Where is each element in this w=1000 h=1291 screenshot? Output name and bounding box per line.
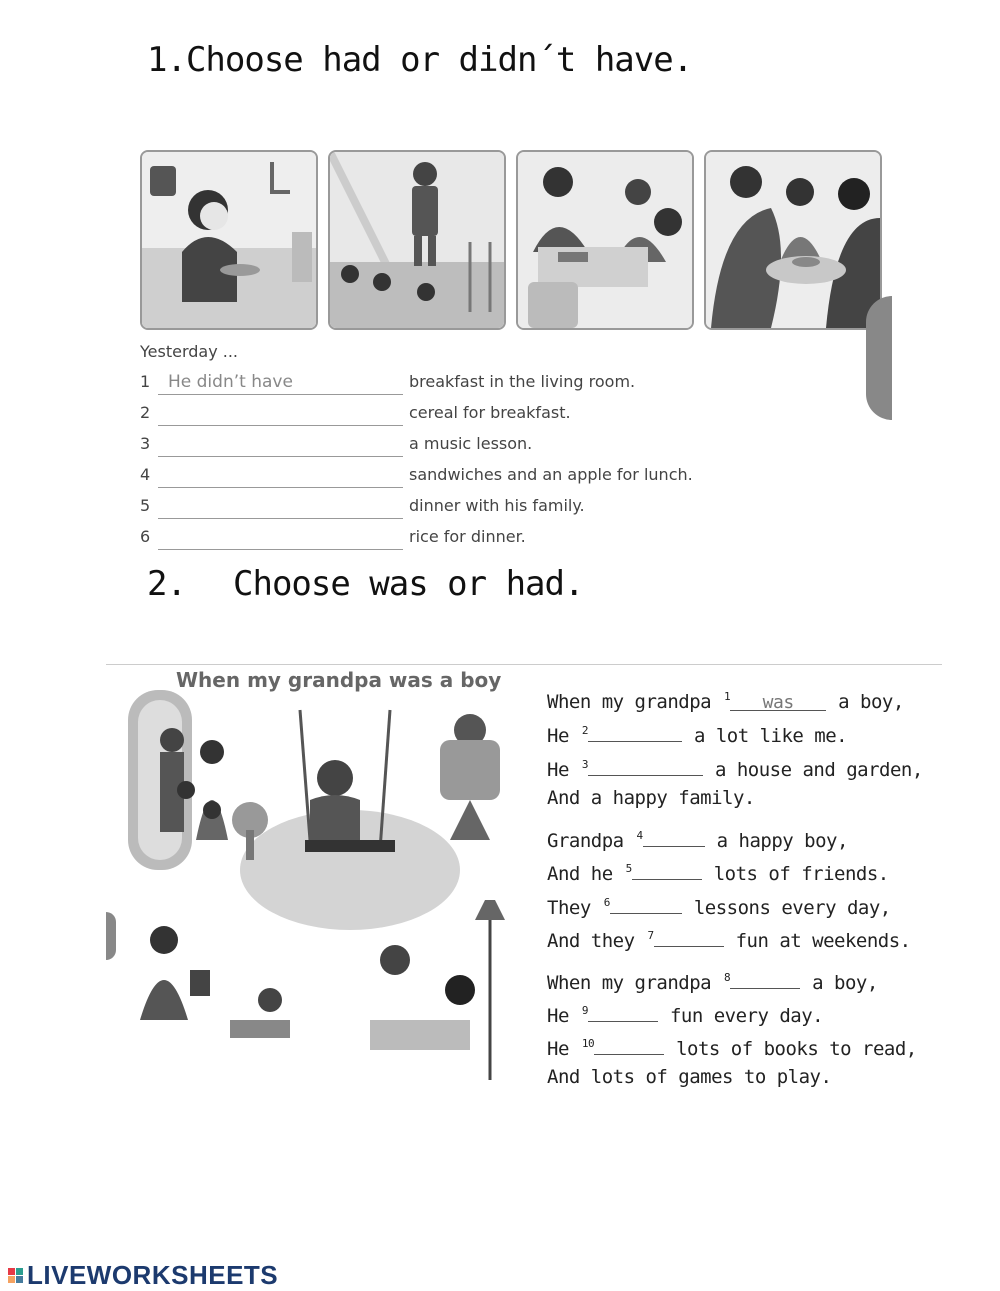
poem-line-text: And a happy family. xyxy=(547,787,755,809)
item-number: 1 xyxy=(140,372,151,391)
item-number: 4 xyxy=(140,465,151,484)
gap-number: 8 xyxy=(724,971,731,984)
decorative-edge-shape xyxy=(866,296,892,420)
item-number: 2 xyxy=(140,403,151,422)
gap-number: 5 xyxy=(625,862,632,875)
item-number: 3 xyxy=(140,434,151,453)
gap-number: 1 xyxy=(724,690,731,703)
item-number: 6 xyxy=(140,527,151,546)
exercise-2-title: Choose was or had. xyxy=(233,564,584,604)
answer-blank[interactable] xyxy=(588,1003,658,1022)
gap-number: 6 xyxy=(603,896,610,909)
answer-blank[interactable] xyxy=(730,970,800,989)
poem-line-start: He xyxy=(547,1038,569,1060)
poem-line-text: And lots of games to play. xyxy=(547,1066,832,1088)
answer-blank[interactable] xyxy=(158,496,403,519)
answer-blank[interactable] xyxy=(588,757,703,776)
item-text: breakfast in the living room. xyxy=(409,372,636,391)
poem-line xyxy=(547,723,847,747)
picture-swimming-lesson xyxy=(328,150,506,330)
poem-line-end: lessons every day, xyxy=(693,897,891,919)
poem-line-start: They xyxy=(547,897,591,919)
poem-line-end: a happy boy, xyxy=(716,830,848,852)
poem-line-start: And they xyxy=(547,930,635,952)
liveworksheets-logo[interactable] xyxy=(8,1260,278,1291)
gap-number: 7 xyxy=(647,929,654,942)
item-text: cereal for breakfast. xyxy=(409,403,571,422)
logo-icon xyxy=(8,1268,23,1283)
answer-blank[interactable] xyxy=(158,372,403,395)
gap-number: 9 xyxy=(581,1004,588,1017)
answer-blank[interactable] xyxy=(610,895,682,914)
section-divider xyxy=(106,664,942,665)
answer-blank[interactable] xyxy=(158,434,403,457)
logo-text: LIVEWORKSHEETS xyxy=(27,1260,279,1290)
answer-blank[interactable] xyxy=(643,828,705,847)
poem-line-end: a house and garden, xyxy=(714,759,923,781)
answer-blank[interactable] xyxy=(654,928,724,947)
answer-text xyxy=(158,496,168,516)
poem-line-start: When my grandpa xyxy=(547,972,712,994)
grandpa-childhood-illustration xyxy=(120,690,520,1090)
exercise-1-title: Choose had or didn´t have. xyxy=(185,40,693,80)
gap-number: 2 xyxy=(581,724,588,737)
poem-line-start: He xyxy=(547,759,569,781)
item-text: a music lesson. xyxy=(409,434,533,453)
poem-line-end: a lot like me. xyxy=(693,725,848,747)
picture-kitchen-breakfast xyxy=(140,150,318,330)
poem-line-start: Grandpa xyxy=(547,830,624,852)
poem-line xyxy=(547,1036,917,1060)
item-text: dinner with his family. xyxy=(409,496,585,515)
poem-line-end: fun at weekends. xyxy=(735,930,911,952)
poem-line-end: fun every day. xyxy=(669,1005,824,1027)
item-text: rice for dinner. xyxy=(409,527,526,546)
gap-number: 4 xyxy=(636,829,643,842)
poem-line-end: a boy, xyxy=(838,691,904,713)
answer-text xyxy=(158,403,168,423)
poem-line xyxy=(547,828,848,852)
picture-school-lunch xyxy=(516,150,694,330)
answer-blank[interactable] xyxy=(158,465,403,488)
exercise-2-heading xyxy=(147,564,583,604)
poem-line xyxy=(547,970,878,994)
answer-blank[interactable] xyxy=(158,403,403,426)
gap-number: 3 xyxy=(581,758,588,771)
poem-line xyxy=(547,861,889,885)
poem-line xyxy=(547,690,904,713)
story-title: When my grandpa was a boy xyxy=(176,668,502,692)
exercise-1-heading xyxy=(147,40,692,80)
answer-blank[interactable] xyxy=(158,527,403,550)
item-number: 5 xyxy=(140,496,151,515)
poem-line-end: a boy, xyxy=(812,972,878,994)
poem-line xyxy=(547,1003,823,1027)
poem-line-end: lots of books to read, xyxy=(676,1038,917,1060)
poem-line-end: lots of friends. xyxy=(713,863,889,885)
answer-blank[interactable]: was xyxy=(730,692,826,711)
answer-text xyxy=(158,527,168,547)
decorative-edge-shape xyxy=(106,912,116,960)
poem-line xyxy=(547,928,911,952)
poem-line xyxy=(547,787,755,809)
exercise-1-number: 1. xyxy=(147,40,186,80)
poem-line-start: And he xyxy=(547,863,613,885)
poem-line-start: He xyxy=(547,725,569,747)
exercise-2-number: 2. xyxy=(147,564,186,604)
exercise-1-intro: Yesterday ... xyxy=(140,342,239,361)
answer-blank[interactable] xyxy=(588,723,682,742)
poem-line xyxy=(547,757,923,781)
poem-line-start: When my grandpa xyxy=(547,691,712,713)
poem-line xyxy=(547,1066,831,1088)
answer-text: He didn’t have xyxy=(168,372,293,392)
answer-blank[interactable] xyxy=(594,1036,664,1055)
answer-blank[interactable] xyxy=(632,861,702,880)
item-text: sandwiches and an apple for lunch. xyxy=(409,465,693,484)
answer-text xyxy=(158,465,168,485)
poem-line xyxy=(547,895,891,919)
poem-line-start: He xyxy=(547,1005,569,1027)
gap-number: 10 xyxy=(581,1037,595,1050)
picture-family-dinner xyxy=(704,150,882,330)
answer-text xyxy=(158,434,168,454)
